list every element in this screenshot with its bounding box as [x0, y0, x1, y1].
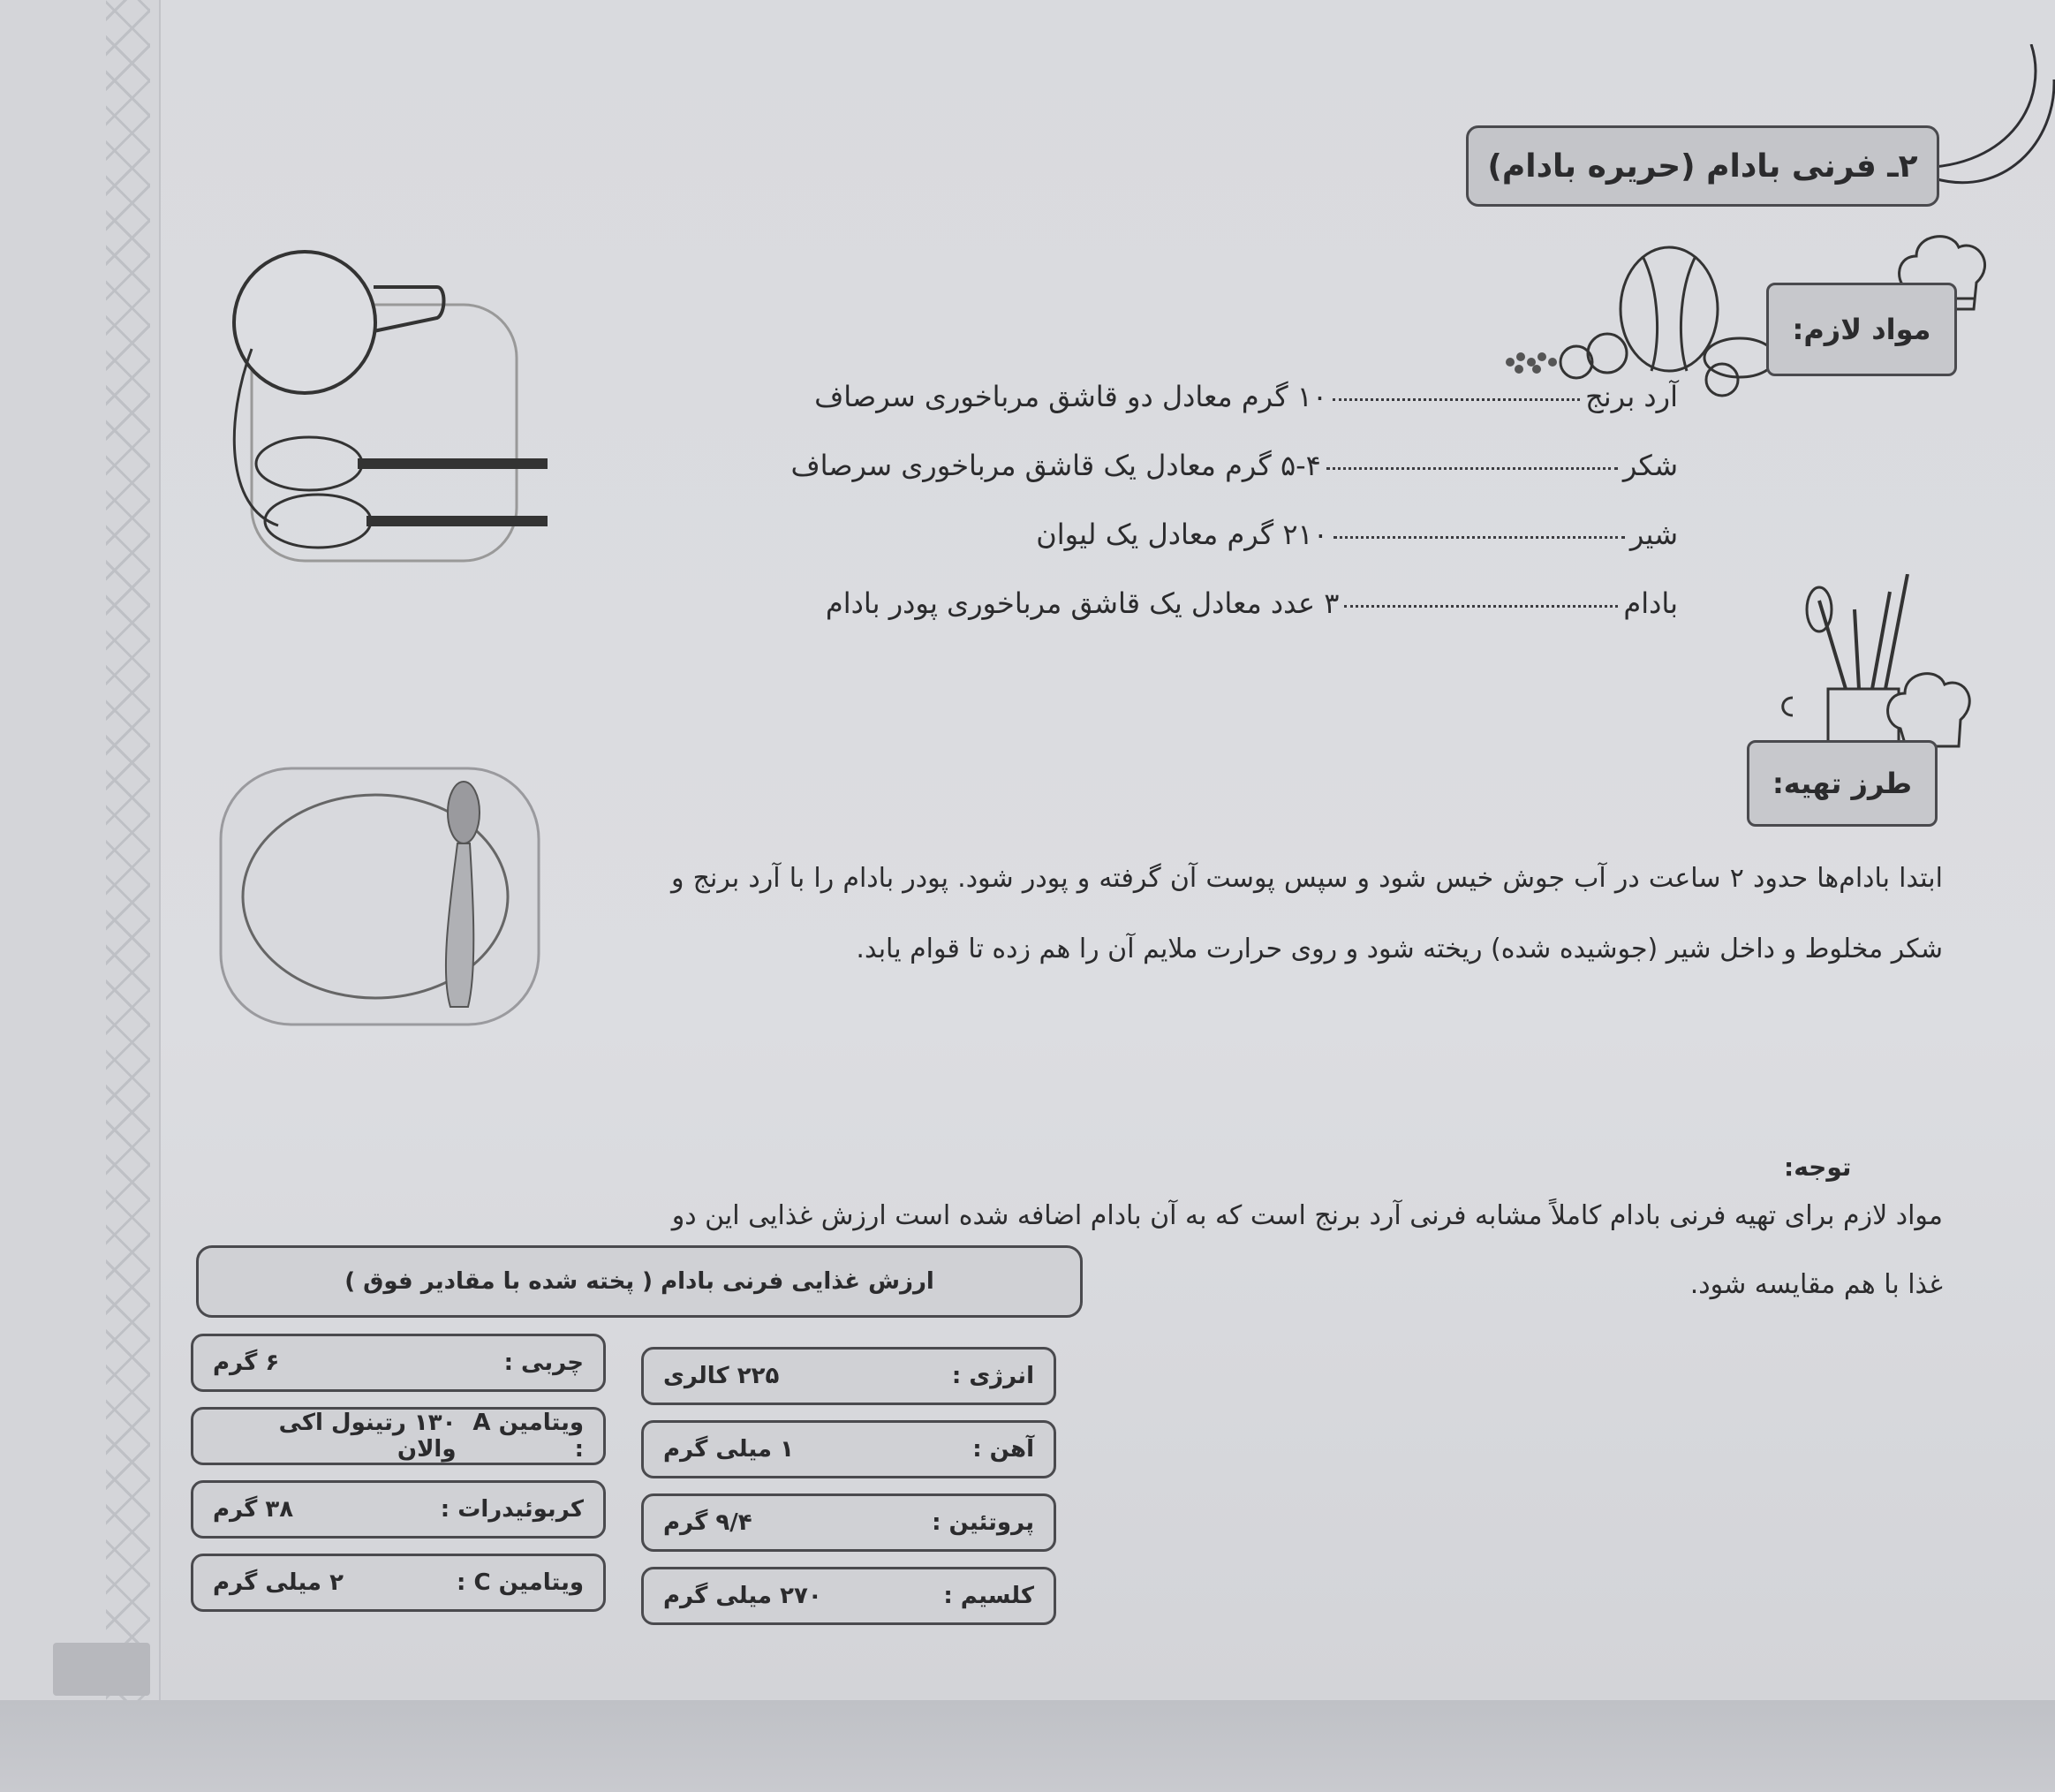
plate-spoon-illustration — [212, 760, 548, 1033]
nutrient-value: ۱ میلی گرم — [663, 1436, 794, 1463]
nutrient-label: انرژی : — [951, 1363, 1034, 1389]
nutrition-title: ارزش غذایی فرنی بادام ( پخته شده با مقادیر فوق ) — [196, 1245, 1083, 1318]
zigzag-border — [106, 0, 150, 1700]
ingredient-name: شیر — [1629, 518, 1678, 551]
nutrition-cell — [191, 1554, 606, 1612]
nutrition-cell — [191, 1407, 606, 1465]
nutrition-cell — [191, 1334, 606, 1392]
nutrition-cell — [641, 1347, 1056, 1405]
ingredient-row — [759, 518, 1678, 586]
ingredients-list — [759, 380, 1678, 655]
method-label: طرز تهیه: — [1747, 740, 1938, 827]
nutrient-value: ۲۷۰ میلی گرم — [663, 1583, 822, 1609]
ingredient-row — [759, 380, 1678, 449]
note-text: مواد لازم برای تهیه فرنی بادام کاملاً مشابه فرنی آرد برنج است که به آن بادام اضافه شده است ارزش غذایی این دو غذا با هم مقایسه شود. — [671, 1200, 1943, 1300]
nutrient-value: ۲ میلی گرم — [213, 1569, 344, 1596]
ingredient-row — [759, 449, 1678, 518]
method-text: ابتدا بادام‌ها حدود ۲ ساعت در آب جوش خیس شود و سپس پوست آن گرفته و پودر شود. پودر بادام را با آرد برنج و شکر مخلوط و داخل شیر (جوشیده شده) ریخته شود و روی حرارت ملایم آن را هم زده تا قوام یابد. — [671, 863, 1943, 964]
nutrition-cell — [641, 1493, 1056, 1552]
leader-dots — [1326, 467, 1618, 470]
nutrient-label: کربوئیدرات : — [440, 1496, 584, 1523]
leader-dots — [1344, 605, 1618, 608]
ingredient-name: آرد برنج — [1585, 380, 1678, 413]
recipe-title: ۲ـ فرنی بادام (حریره بادام) — [1466, 125, 1939, 207]
ingredient-amount: ۲۱۰ گرم معادل یک لیوان — [1036, 518, 1328, 551]
nutrient-value: ۹/۴ گرم — [663, 1509, 752, 1536]
ingredient-amount: ۳ عدد معادل یک قاشق مرباخوری پودر بادام — [825, 586, 1340, 620]
ingredient-name: شکر — [1622, 449, 1678, 482]
nutrient-label: پروتئین : — [932, 1509, 1034, 1536]
ingredient-row — [759, 586, 1678, 655]
note-heading: توجه: — [1784, 1153, 1852, 1182]
ingredient-name: بادام — [1623, 586, 1678, 620]
nutrient-label: چربی : — [503, 1350, 584, 1376]
nutrient-label: کلسیم : — [943, 1583, 1034, 1609]
nutrition-cell — [191, 1480, 606, 1539]
page-bottom-shadow — [0, 1700, 2055, 1792]
ingredients-label: مواد لازم: — [1766, 283, 1957, 376]
nutrient-value: ۱۳۰ رتینول اکی والان — [278, 1410, 457, 1463]
nutrient-label: ویتامین A : — [472, 1410, 584, 1463]
nutrient-label: ویتامین C : — [456, 1569, 584, 1596]
leader-dots — [1333, 536, 1625, 539]
nutrient-value: ۲۲۵ کالری — [663, 1363, 780, 1389]
nutrient-label: آهن : — [972, 1436, 1034, 1463]
nutrition-cell — [641, 1420, 1056, 1478]
vegetables-icon — [1492, 238, 1784, 397]
ingredient-amount: ۱۰ گرم معادل دو قاشق مرباخوری سرصاف — [814, 380, 1328, 413]
nutrient-value: ۳۸ گرم — [213, 1496, 294, 1523]
leader-dots — [1333, 398, 1580, 401]
nutrition-cell — [641, 1567, 1056, 1625]
page-number-box — [53, 1643, 150, 1696]
nutrient-value: ۶ گرم — [213, 1350, 280, 1376]
ingredient-amount: ۵-۴ گرم معادل یک قاشق مرباخوری سرصاف — [790, 449, 1321, 482]
table-setting-illustration — [225, 243, 561, 578]
